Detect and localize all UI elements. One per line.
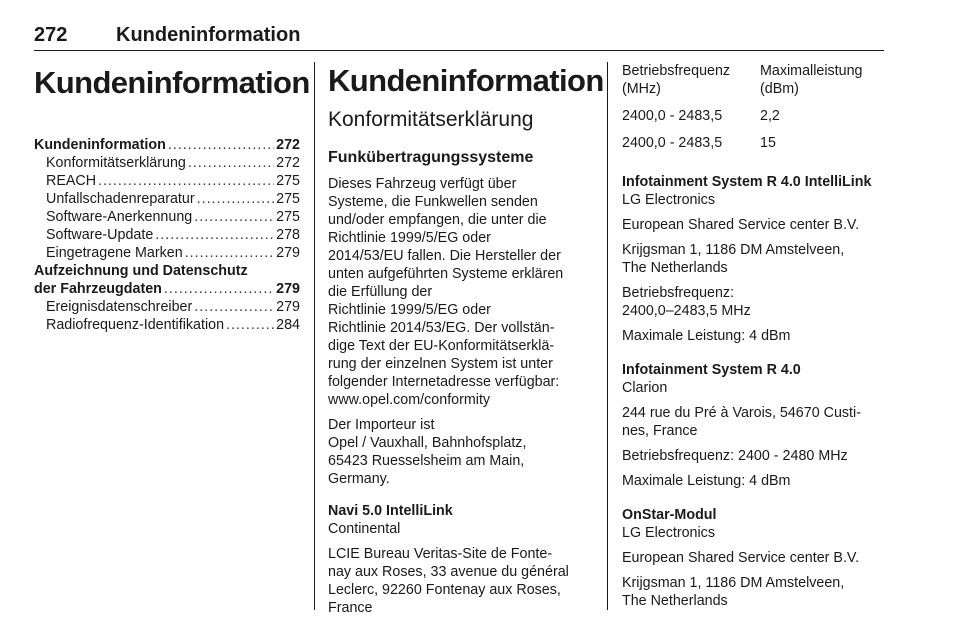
table-row: 2400,0 - 2483,5 15 bbox=[622, 135, 776, 151]
content-column-2 bbox=[328, 62, 604, 624]
table-row: 2400,0 - 2483,5 2,2 bbox=[622, 108, 780, 124]
content-column-3 bbox=[622, 62, 888, 617]
system-heading: Infotainment System R 4.0 IntelliLink bbox=[622, 174, 872, 190]
body-paragraph: Dieses Fahrzeug verfügt über Systeme, die Funkwellen senden und/oder empfangen, die unter die Richtlinie 1999/5/EG oder 2014/53/EU fallen. Die Hersteller der unten aufgeführten Systeme erklären die Erfüllung der Richtlinie 1999/5/EG oder Richtlinie 2014/53/EG. Der vollstän- dige Text der EU-Konformitätserklä- rung der einzelnen System ist unter folgender Internetadresse verfügbar: www.opel.com/conformity bbox=[328, 175, 594, 409]
manufacturer: LG Electronics bbox=[622, 192, 715, 208]
address: 244 rue du Pré à Varois, 54670 Custi- nes, France bbox=[622, 405, 861, 439]
page-number: 272 bbox=[34, 24, 68, 46]
toc-entry[interactable]: Ereignisdatenschreiber ..... 279 bbox=[34, 298, 300, 316]
toc-entry[interactable]: Unfallschadenreparatur ..... 275 bbox=[34, 190, 300, 208]
toc-entry[interactable]: Software-Update ..... 278 bbox=[34, 226, 300, 244]
header-title: Kundeninformation bbox=[116, 24, 301, 46]
address: Krijgsman 1, 1186 DM Amstelveen, The Netherlands bbox=[622, 575, 845, 609]
conformity-url: www.opel.com/conformity bbox=[328, 392, 491, 408]
address: Krijgsman 1, 1186 DM Amstelveen, The Netherlands bbox=[622, 242, 845, 276]
system-heading: OnStar-Modul bbox=[622, 507, 717, 523]
toc-column bbox=[34, 62, 310, 334]
toc-entry[interactable]: der Fahrzeugdaten ..... 279 bbox=[34, 280, 300, 298]
toc-entry[interactable]: Eingetragene Marken ..... 279 bbox=[34, 244, 300, 262]
address: LCIE Bureau Veritas-Site de Fonte- nay aux Roses, 33 avenue du général Leclerc, 92260 Fontenay aux Roses, France bbox=[328, 546, 569, 616]
frequency-table bbox=[622, 62, 863, 161]
operating-frequency: Betriebsfrequenz: 2400,0–2483,5 MHz bbox=[622, 285, 751, 319]
column-divider bbox=[607, 62, 608, 610]
service-center: European Shared Service center B.V. bbox=[622, 550, 860, 566]
manufacturer: Continental bbox=[328, 521, 401, 537]
service-center: European Shared Service center B.V. bbox=[622, 217, 860, 233]
chapter-title: Kundeninformation bbox=[34, 65, 310, 100]
section-title: Kundeninformation bbox=[328, 63, 604, 98]
table-of-contents bbox=[34, 136, 300, 334]
page-header bbox=[34, 20, 884, 51]
operating-frequency: Betriebsfrequenz: 2400 - 2480 MHz bbox=[622, 448, 848, 464]
max-power: Maximale Leistung: 4 dBm bbox=[622, 328, 791, 344]
toc-entry: Aufzeichnung und Datenschutz bbox=[34, 263, 248, 279]
system-heading: Infotainment System R 4.0 bbox=[622, 362, 801, 378]
toc-entry[interactable]: Kundeninformation ..... 272 bbox=[34, 136, 300, 154]
column-divider bbox=[314, 62, 315, 610]
system-heading: Navi 5.0 IntelliLink bbox=[328, 503, 453, 519]
toc-entry[interactable]: Software-Anerkennung ..... 275 bbox=[34, 208, 300, 226]
section-heading: Funkübertragungssysteme bbox=[328, 149, 534, 166]
max-power: Maximale Leistung: 4 dBm bbox=[622, 473, 791, 489]
manufacturer: Clarion bbox=[622, 380, 668, 396]
manufacturer: LG Electronics bbox=[622, 525, 715, 541]
toc-entry[interactable]: Radiofrequenz-Identifikation ..... 284 bbox=[34, 316, 300, 334]
importer-paragraph: Der Importeur ist Opel / Vauxhall, Bahnhofsplatz, 65423 Ruesselsheim am Main, Germany. bbox=[328, 417, 527, 487]
toc-entry[interactable]: REACH ..... 275 bbox=[34, 172, 300, 190]
table-header-row: Betriebsfrequenz (MHz) Maximalleistung (dBm) bbox=[622, 63, 863, 97]
subsection-title: Konformitätserklärung bbox=[328, 108, 534, 131]
toc-entry[interactable]: Konformitätserklärung ..... 272 bbox=[34, 154, 300, 172]
